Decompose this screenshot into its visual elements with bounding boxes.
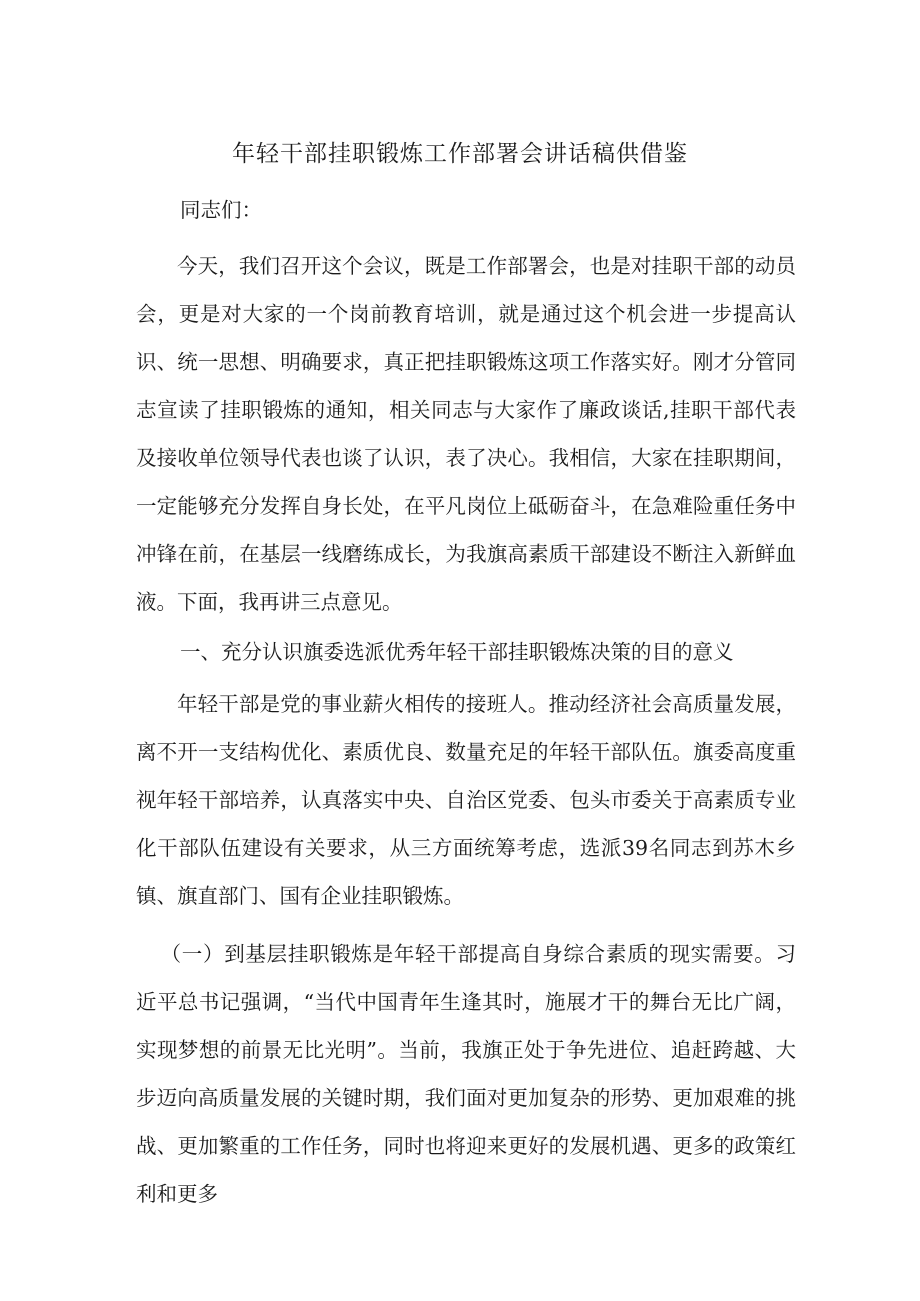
section-heading: 一、充分认识旗委选派优秀年轻干部挂职锻炼决策的目的意义 [180,640,734,664]
salutation: 同志们： [180,198,262,222]
document-title: 年轻干部挂职锻炼工作部署会讲话稿供借鉴 [232,141,688,167]
paragraph-opening: 今天，我们召开这个会议，既是工作部署会，也是对挂职干部的动员会，更是对大家的一个岗前教育培训，就是通过这个机会进一步提高认识、统一思想、明确要求，真正把挂职锻炼这项工作落实好。刚才分管同志宣读了挂职锻炼的通知，相关同志与大家作了廉政谈话,挂职干部代表及接收单位领导代表也谈了认识，表了决心。我相信，大家在挂职期间，一定能够充分发挥自身长处，在平凡岗位上砥砺奋斗，在急难险重任务中冲锋在前，在基层一线磨练成长，为我旗高素质干部建设不断注入新鲜血液。下面，我再讲三点意见。 [136,254,796,614]
paragraph-young-cadres: 年轻干部是党的事业薪火相传的接班人。推动经济社会高质量发展，离不开一支结构优化、素质优良、数量充足的年轻干部队伍。旗委高度重视年轻干部培养，认真落实中央、自治区党委、包头市委关于高素质专业化干部队伍建设有关要求，从三方面统筹考虑，选派39名同志到苏木乡镇、旗直部门、国有企业挂职锻炼。 [136,692,796,908]
paragraph-point-one: （一）到基层挂职锻炼是年轻干部提高自身综合素质的现实需要。习近平总书记强调，“当代中国青年生逢其时，施展才干的舞台无比广阔，实现梦想的前景无比光明”。当前，我旗正处于争先进位、追赶跨越、大步迈向高质量发展的关键时期，我们面对更加复杂的形势、更加艰难的挑战、更加繁重的工作任务，同时也将迎来更好的发展机遇、更多的政策红利和更多 [136,942,796,1206]
